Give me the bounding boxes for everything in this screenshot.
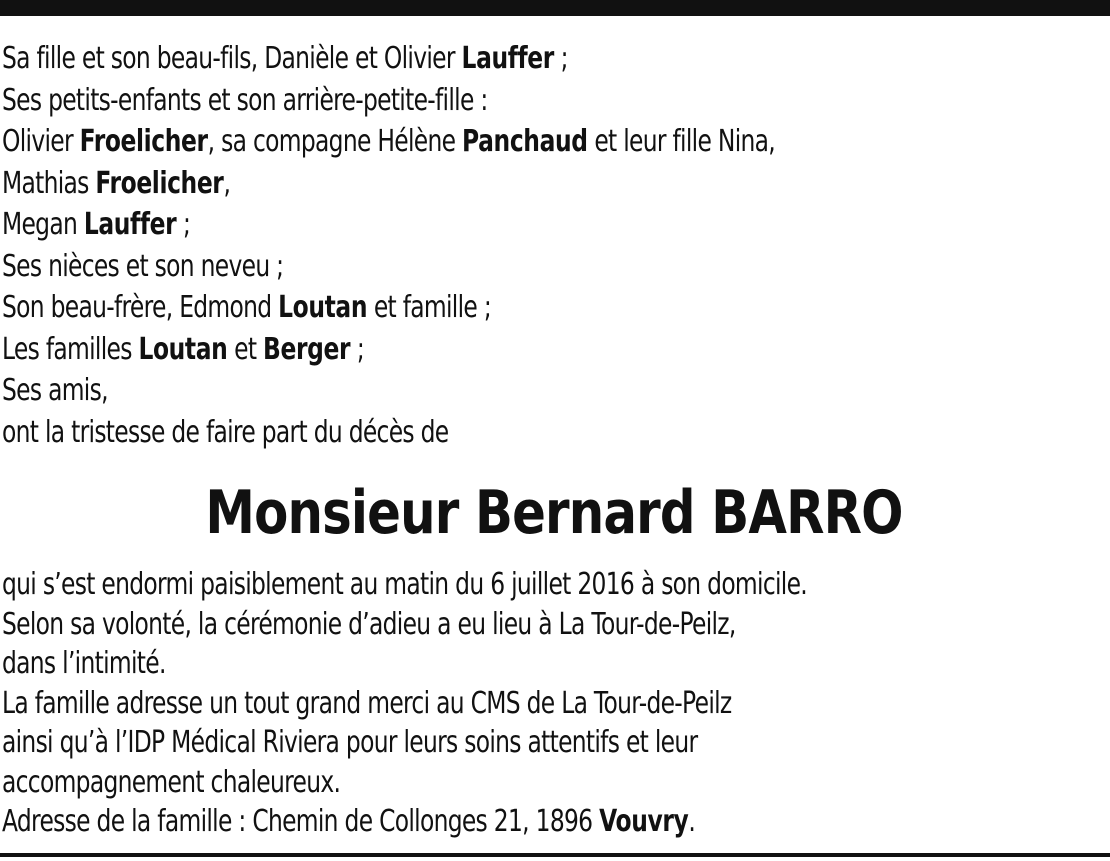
surname: Froelicher [79, 124, 208, 159]
family-line: Megan Lauffer ; [2, 207, 191, 242]
body-line: La famille adresse un tout grand merci au CMS de La Tour-de-Peilz [2, 685, 732, 721]
notice-body [2, 565, 1106, 842]
surname: Loutan [138, 331, 228, 367]
surname: Lauffer [83, 207, 177, 242]
family-line: Ses petits-enfants et son arrière-petite-fille : [2, 82, 488, 118]
family-address-line: Adresse de la famille : Chemin de Collonges 21, 1896 Vouvry. [2, 804, 696, 839]
surname: Loutan [278, 290, 368, 325]
surname: Lauffer [461, 41, 554, 76]
body-line: qui s’est endormi paisiblement au matin du 6 juillet 2016 à son domicile. [2, 567, 808, 602]
deceased-name-heading: Monsieur Bernard BARRO [205, 478, 903, 548]
body-line: Selon sa volonté, la cérémonie d’adieu a eu lieu à La Tour-de-Peilz, [2, 606, 736, 642]
family-line: Sa fille et son beau-fils, Danièle et Olivier Lauffer ; [2, 41, 568, 76]
family-line: Les familles Loutan et Berger ; [2, 331, 365, 367]
bottom-border-rule [0, 853, 1110, 857]
body-line: dans l’intimité. [2, 646, 166, 681]
surname: Berger [263, 331, 351, 367]
body-line: ainsi qu’à l’IDP Médical Riviera pour leurs soins attentifs et leur [2, 725, 698, 760]
family-line: Ses nièces et son neveu ; [2, 248, 284, 284]
family-list [2, 38, 1106, 453]
top-border-rule [0, 0, 1110, 16]
family-line: ont la tristesse de faire part du décès de [2, 414, 449, 450]
surname: Panchaud [462, 124, 588, 159]
family-line: Ses amis, [2, 373, 108, 408]
body-line: accompagnement chaleureux. [2, 764, 341, 800]
family-line: Son beau-frère, Edmond Loutan et famille ; [2, 290, 492, 325]
surname: Froelicher [95, 165, 224, 201]
obituary-notice [2, 38, 1106, 842]
family-line: Olivier Froelicher, sa compagne Hélène Panchaud et leur fille Nina, [2, 124, 776, 159]
family-line: Mathias Froelicher, [2, 165, 231, 201]
town-name: Vouvry [599, 804, 689, 839]
